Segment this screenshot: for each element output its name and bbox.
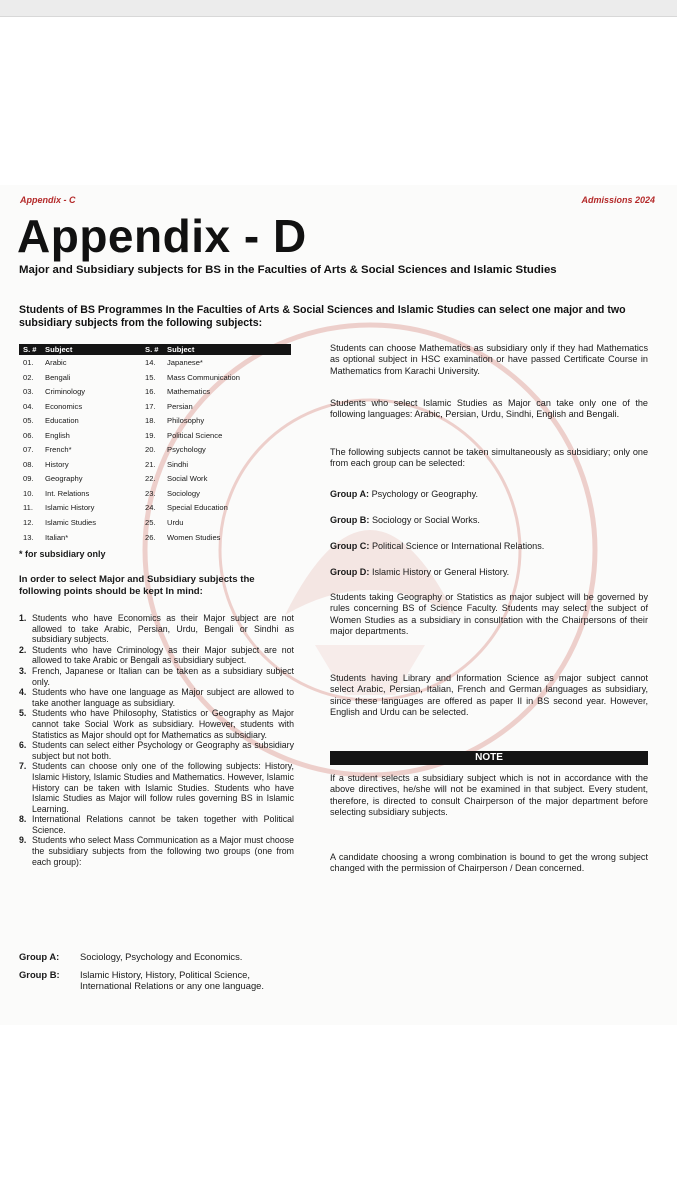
- table-row: [19, 530, 291, 545]
- sno-right: 20.: [145, 445, 156, 455]
- point-text: French, Japanese or Italian can be taken as a subsidiary subject only.: [32, 665, 294, 687]
- subject-left: Int. Relations: [45, 488, 90, 498]
- subject-left: History: [45, 459, 69, 469]
- point-text: International Relations cannot be taken together with Political Science.: [32, 814, 294, 835]
- header-subject-2: Subject: [167, 345, 195, 354]
- sno-left: 11.: [23, 503, 33, 513]
- table-row: [19, 442, 291, 457]
- subject-right: Sindhi: [167, 459, 189, 469]
- sno-right: 16.: [145, 387, 156, 397]
- sno-left: 07.: [23, 445, 34, 455]
- sno-right: 22.: [145, 474, 156, 484]
- point-text: Students who select Mass Communication as a Major must choose the subsidiary subjects from the following two groups (one from each group):: [32, 835, 294, 867]
- table-footnote: * for subsidiary only: [19, 549, 106, 559]
- sno-left: 08.: [23, 459, 34, 469]
- right-group-a: [330, 489, 648, 500]
- header-subject-1: Subject: [45, 345, 73, 354]
- subject-left: Economics: [45, 401, 83, 411]
- subject-left: Islamic History: [45, 503, 95, 513]
- point-text: Students can select either Psychology or Geography as subsidiary subject but not both.: [32, 740, 294, 761]
- subject-right: Philosophy: [167, 416, 205, 426]
- right-group-d: [330, 567, 648, 578]
- subject-left: Geography: [45, 474, 83, 484]
- point-number: 9.: [19, 835, 27, 846]
- right-group-d-label: Group D:: [330, 567, 370, 577]
- point-number: 1.: [19, 613, 27, 623]
- left-group-b-label: Group B:: [19, 969, 60, 980]
- point-number: 6.: [19, 740, 27, 751]
- right-para-3: The following subjects cannot be taken simultaneously as subsidiary; only one from each group can be selected:: [330, 447, 648, 469]
- subject-right: Psychology: [167, 445, 206, 455]
- sno-left: 03.: [23, 387, 34, 397]
- sno-right: 15.: [145, 372, 156, 382]
- sno-left: 06.: [23, 430, 34, 440]
- sno-left: 05.: [23, 416, 34, 426]
- right-group-a-label: Group A:: [330, 489, 370, 499]
- point-item: [19, 761, 294, 814]
- sno-left: 04.: [23, 401, 34, 411]
- point-number: 8.: [19, 814, 27, 825]
- sno-right: 24.: [145, 503, 156, 513]
- subject-left: Education: [45, 416, 79, 426]
- right-group-b-label: Group B:: [330, 515, 370, 525]
- sno-left: 13.: [23, 532, 34, 542]
- left-group-b-text: Islamic History, History, Political Science, International Relations or any one language.: [80, 969, 264, 991]
- point-item: [19, 613, 294, 645]
- subject-right: Social Work: [167, 474, 208, 484]
- sno-right: 26.: [145, 532, 156, 542]
- point-number: 7.: [19, 761, 27, 772]
- right-group-d-text: Islamic History or General History.: [371, 567, 510, 577]
- subject-right: Political Science: [167, 430, 223, 440]
- screen-top-bar: [0, 0, 677, 17]
- header-sno-2: S. #: [145, 345, 159, 354]
- header-right-label: Admissions 2024: [581, 195, 655, 205]
- subject-right: Mass Communication: [167, 372, 241, 382]
- left-group-a: [19, 951, 270, 962]
- subject-right: Persian: [167, 401, 193, 411]
- right-group-a-text: Psychology or Geography.: [371, 489, 479, 499]
- table-row: [19, 370, 291, 385]
- subject-left: Criminology: [45, 387, 86, 397]
- right-group-b-text: Sociology or Social Works.: [371, 515, 480, 525]
- sno-right: 21.: [145, 459, 156, 469]
- right-group-b: [330, 515, 648, 526]
- sno-left: 10.: [23, 488, 34, 498]
- point-number: 3.: [19, 665, 27, 676]
- table-row: [19, 413, 291, 428]
- table-row: [19, 486, 291, 501]
- sno-left: 02.: [23, 372, 34, 382]
- note-header: NOTE: [330, 751, 648, 765]
- sno-right: 14.: [145, 358, 156, 367]
- subject-left: Arabic: [45, 358, 67, 367]
- subject-right: Special Education: [167, 503, 228, 513]
- left-group-a-label: Group A:: [19, 951, 60, 962]
- subject-left: Islamic Studies: [45, 518, 97, 528]
- note-para-2: A candidate choosing a wrong combination is bound to get the wrong subject changed with the permission of Chairperson / Dean concerned.: [330, 852, 648, 874]
- subject-left: Bengali: [45, 372, 71, 382]
- table-row: [19, 355, 291, 370]
- left-group-b: [19, 969, 270, 991]
- sno-left: 12.: [23, 518, 34, 528]
- table-row: [19, 471, 291, 486]
- header-sno-1: S. #: [23, 345, 37, 354]
- subject-right: Japanese*: [167, 358, 203, 367]
- note-para-1: If a student selects a subsidiary subject which is not in accordance with the above directives, he/she will not be examined in that subject. Every student, therefore, is directed to consult Chairperson of the major department before selecting subsidiary subjects.: [330, 773, 648, 818]
- right-para-1: Students can choose Mathematics as subsidiary only if they had Mathematics as optional subject in HSC examination or have passed Certificate Course in Mathematics from Karachi University.: [330, 343, 648, 376]
- point-item: [19, 687, 294, 708]
- point-item: [19, 740, 294, 761]
- point-item: [19, 708, 294, 740]
- point-text: Students who have Philosophy, Statistics or Geography as Major cannot take Social Work as subsidiary. However, students with Statistics as Major should opt for Mathematics as subsidiary.: [32, 708, 294, 740]
- subject-left: French*: [45, 445, 72, 455]
- sno-right: 19.: [145, 430, 156, 440]
- sno-right: 25.: [145, 518, 156, 528]
- point-number: 4.: [19, 687, 27, 698]
- subject-right: Mathematics: [167, 387, 211, 397]
- table-row: [19, 500, 291, 515]
- right-group-c-label: Group C:: [330, 541, 370, 551]
- left-group-a-text: Sociology, Psychology and Economics.: [80, 951, 243, 962]
- right-para-2: Students who select Islamic Studies as Major can take only one of the following languages: Arabic, Persian, Urdu, Sindhi, English and Bengali.: [330, 398, 648, 420]
- sno-right: 17.: [145, 401, 156, 411]
- sno-right: 23.: [145, 488, 156, 498]
- point-text: Students who have Economics as their Major subject are not allowed to take Arabic, Persian, Urdu, Bengali or Sindhi as subsidiary subjects.: [32, 613, 294, 645]
- point-text: Students who have Criminology as their Major subject are not allowed to take Arabic or Bengali as subsidiary subject.: [32, 644, 294, 666]
- subject-right: Urdu: [167, 518, 184, 528]
- right-para-4: Students taking Geography or Statistics as major subject will be governed by rules concerning BS of Science Faculty. Students may select the subject of Women Studies as a subsidiary in consultation with the Chairpersons of their major departments.: [330, 592, 648, 637]
- subject-left: Italian*: [45, 532, 69, 542]
- right-group-c: [330, 541, 648, 552]
- table-row: [19, 384, 291, 399]
- right-para-5: Students having Library and Information Science as major subject cannot select Arabic, Persian, Italian, French and German languages as subsidiary, since these languages are offered as paper II in BS second year. However, English and Urdu can be selected.: [330, 673, 648, 718]
- subject-right: Women Studies: [167, 532, 221, 542]
- sno-left: 01.: [23, 358, 34, 367]
- subject-left: English: [45, 430, 70, 440]
- subject-right: Sociology: [167, 488, 200, 498]
- intro-paragraph: Students of BS Programmes In the Faculties of Arts & Social Sciences and Islamic Studies can select one major and two subsidiary subjects from the following subjects:: [19, 304, 626, 329]
- point-text: Students who have one language as Major subject are allowed to take another language as subsidiary.: [32, 687, 294, 708]
- point-item: [19, 814, 294, 835]
- table-header: [19, 344, 291, 355]
- point-item: [19, 666, 294, 687]
- points-heading: In order to select Major and Subsidiary subjects the following points should be kept In mind:: [19, 574, 255, 597]
- point-number: 2.: [19, 644, 27, 655]
- sno-right: 18.: [145, 416, 156, 426]
- sno-left: 09.: [23, 474, 34, 484]
- point-number: 5.: [19, 708, 27, 719]
- point-text: Students can choose only one of the following subjects: History, Islamic History, Islamic Studies and Mathematics. However, Islamic History can be taken with Islamic Studies. Students who have Islamic Studies as Major will follow rules governing BS in Islamic Learning.: [32, 761, 294, 814]
- table-row: [19, 428, 291, 443]
- point-item: [19, 645, 294, 666]
- subjects-table: [19, 344, 291, 544]
- page-subtitle: Major and Subsidiary subjects for BS in the Faculties of Arts & Social Sciences and Islamic Studies: [19, 264, 557, 276]
- point-item: [19, 835, 294, 867]
- points-list: [19, 613, 294, 867]
- table-row: [19, 457, 291, 472]
- table-row: [19, 515, 291, 530]
- header-left-label: Appendix - C: [20, 195, 76, 205]
- right-group-c-text: Political Science or International Relations.: [371, 541, 545, 551]
- page-title: Appendix - D: [17, 210, 307, 262]
- table-row: [19, 399, 291, 414]
